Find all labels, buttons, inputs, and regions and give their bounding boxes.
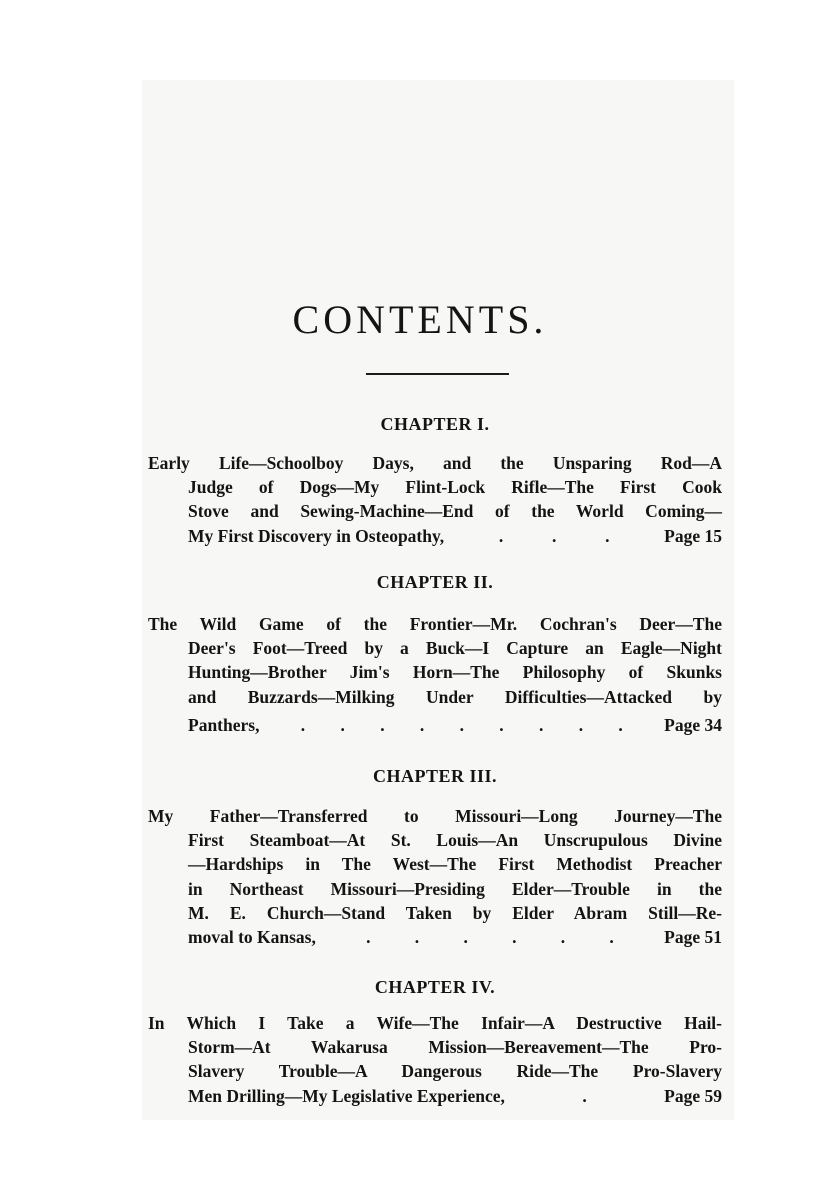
chapter-1-page-ref: Page 15 xyxy=(664,525,722,546)
leader-dot: . xyxy=(609,926,614,947)
leader-dot: . xyxy=(539,714,544,735)
heading-rule xyxy=(366,373,509,375)
chapter-1-line-3: Stove and Sewing-Machine—End of the World Coming— xyxy=(188,501,722,522)
chapter-3-page-ref: Page 51 xyxy=(664,926,722,947)
chapter-2-line-4: and Buzzards—Milking Under Difficulties—Attacked by xyxy=(188,686,722,707)
leader-dot: . xyxy=(551,525,557,546)
chapter-3-entry xyxy=(148,804,722,949)
chapter-2-title: CHAPTER II. xyxy=(376,572,494,592)
chapter-4-title: CHAPTER IV. xyxy=(374,977,496,997)
contents-heading: CONTENTS. xyxy=(292,297,548,342)
leader-dot: . xyxy=(582,1085,587,1106)
chapter-3-last-text: moval to Kansas, xyxy=(188,926,316,947)
leader-dot: . xyxy=(414,926,420,947)
leader-dot: . xyxy=(498,525,504,546)
chapter-3-line-2: First Steamboat—At St. Louis—An Unscrupulous Divine xyxy=(188,830,722,851)
chapter-1-line-2: Judge of Dogs—My Flint-Lock Rifle—The First Cook xyxy=(188,477,722,498)
chapter-2-entry xyxy=(148,612,722,737)
leader-dot: . xyxy=(380,714,385,735)
chapter-2-leaders xyxy=(259,713,664,737)
chapter-1-last-text: My First Discovery in Osteopathy, xyxy=(188,525,445,546)
page-background xyxy=(142,80,734,1120)
chapter-4-line-1: In Which I Take a Wife—The Infair—A Destructive Hail- xyxy=(148,1013,722,1033)
leader-dot: . xyxy=(618,714,623,735)
chapter-2-line-2: Deer's Foot—Treed by a Buck—I Capture an Eagle—Night xyxy=(188,638,722,659)
leader-dot: . xyxy=(512,926,517,947)
chapter-1-last-line xyxy=(188,524,722,548)
chapter-1-title: CHAPTER I. xyxy=(380,414,490,434)
chapter-3-line-3: —Hardships in The West—The First Methodist Preacher xyxy=(188,854,722,875)
leader-dot: . xyxy=(605,525,610,546)
chapter-4-entry xyxy=(148,1011,722,1108)
chapter-4-last-text: Men Drilling—My Legislative Experience, xyxy=(188,1085,505,1106)
leader-dot: . xyxy=(463,926,468,947)
chapter-1-line-1: Early Life—Schoolboy Days, and the Unsparing Rod—A xyxy=(148,453,722,473)
leader-dot: . xyxy=(560,926,566,947)
chapter-1-entry xyxy=(148,451,722,548)
chapter-3-line-1: My Father—Transferred to Missouri—Long Journey—The xyxy=(148,806,722,826)
leader-dot: . xyxy=(366,926,371,947)
chapter-2-last-text: Panthers, xyxy=(188,714,260,735)
chapter-2-page-ref: Page 34 xyxy=(664,714,722,735)
chapter-4-line-3: Slavery Trouble—A Dangerous Ride—The Pro-Slavery xyxy=(188,1061,722,1082)
leader-dot: . xyxy=(459,714,464,735)
chapter-1-leaders xyxy=(444,524,664,548)
chapter-4-line-2: Storm—At Wakarusa Mission—Bereavement—The Pro- xyxy=(188,1037,722,1058)
leader-dot: . xyxy=(499,714,504,735)
leader-dot: . xyxy=(340,714,345,735)
leader-dot: . xyxy=(419,714,425,735)
leader-dot: . xyxy=(578,714,584,735)
chapter-3-leaders xyxy=(316,925,664,949)
chapter-2-line-1: The Wild Game of the Frontier—Mr. Cochran's Deer—The xyxy=(148,614,722,634)
chapter-3-last-line xyxy=(188,925,722,949)
leader-dot: . xyxy=(300,714,306,735)
chapter-3-line-5: M. E. Church—Stand Taken by Elder Abram Still—Re- xyxy=(188,902,722,923)
chapter-4-leaders xyxy=(505,1084,664,1108)
chapter-2-last-line xyxy=(188,713,722,737)
chapter-3-line-4: in Northeast Missouri—Presiding Elder—Trouble in the xyxy=(188,878,722,899)
chapter-2-line-3: Hunting—Brother Jim's Horn—The Philosophy of Skunks xyxy=(188,662,722,683)
chapter-4-last-line xyxy=(188,1084,722,1108)
chapter-3-title: CHAPTER III. xyxy=(372,766,498,786)
chapter-4-page-ref: Page 59 xyxy=(664,1085,722,1106)
